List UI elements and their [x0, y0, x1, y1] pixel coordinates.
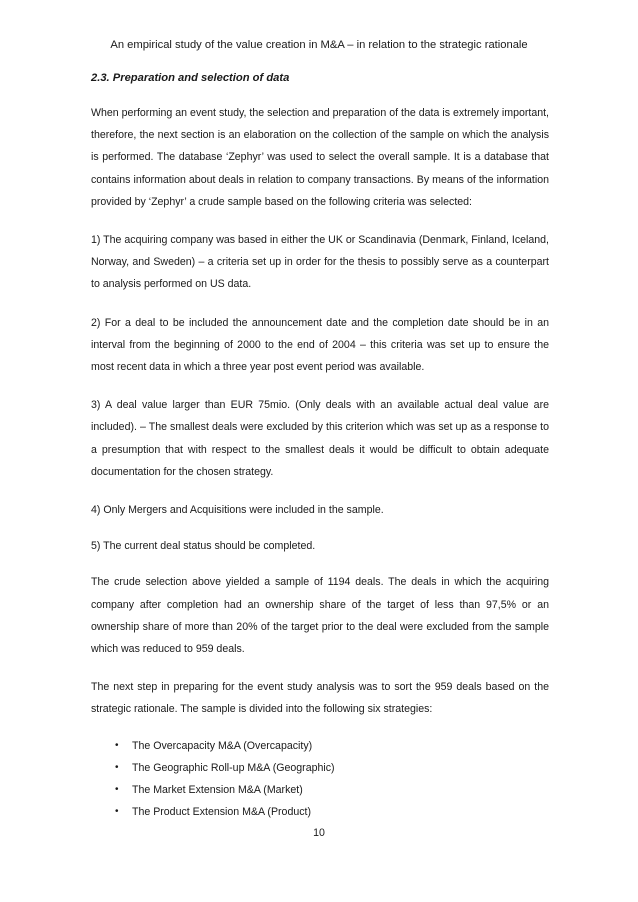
- paragraph-strategies-intro: The next step in preparing for the event study analysis was to sort the 959 deals based on the strategic rationale. The sample is divided into the following six strategies:: [91, 681, 549, 716]
- paragraph-criterion-1: 1) The acquiring company was based in either the UK or Scandinavia (Denmark, Finland, Iceland, Norway, and Sweden) – a criteria set up in order for the thesis to possibly serve as a counterpart to analysis performed on US data.: [91, 234, 549, 291]
- list-item: [91, 757, 549, 779]
- list-item-text: The Overcapacity M&A (Overcapacity): [132, 739, 313, 752]
- paragraph-criterion-4: 4) Only Mergers and Acquisitions were included in the sample.: [91, 504, 384, 517]
- paragraph-sample-result: The crude selection above yielded a sample of 1194 deals. The deals in which the acquiring company after completion had an ownership share of the target of less than 97,5% or an ownership share of more than 20% of the target prior to the deal were excluded from the sample which was reduced to 959 deals.: [91, 576, 549, 656]
- list-item-text: The Geographic Roll-up M&A (Geographic): [132, 761, 335, 774]
- page-content: [91, 70, 549, 823]
- running-header: An empirical study of the value creation in M&A – in relation to the strategic rationale: [110, 39, 528, 51]
- list-item-text: The Product Extension M&A (Product): [132, 806, 311, 819]
- paragraph-criterion-2: 2) For a deal to be included the announcement date and the completion date should be in an interval from the beginning of 2000 to the end of 2004 – this criteria was set up to ensure the most recent data in which a three year post event period was available.: [91, 316, 549, 374]
- bullet-icon: •: [115, 739, 119, 751]
- bullet-icon: •: [115, 761, 119, 773]
- paragraph-intro: When performing an event study, the selection and preparation of the data is extremely important, therefore, the next section is an elaboration on the collection of the sample on which the analysis is performed. The database ‘Zephyr’ was used to select the overall sample. It is a database that contains information about deals in relation to company transactions. By means of the information provided by ‘Zephyr’ a crude sample based on the following criteria was selected:: [91, 107, 549, 208]
- paragraph-criterion-3: 3) A deal value larger than EUR 75mio. (Only deals with an available actual deal value are included). – The smallest deals were excluded by this criterion which was set up as a response to a presumption that with respect to the smallest deals it would be difficult to obtain adequate documentation for the chosen strategy.: [91, 399, 549, 478]
- bullet-icon: •: [115, 806, 119, 818]
- list-item-text: The Market Extension M&A (Market): [132, 784, 303, 797]
- strategy-list: [91, 735, 549, 824]
- list-item: [91, 779, 549, 801]
- bullet-icon: •: [115, 784, 119, 796]
- list-item: [91, 801, 549, 823]
- section-heading: 2.3. Preparation and selection of data: [91, 72, 290, 84]
- list-item: [91, 735, 549, 757]
- page-number: 10: [313, 827, 325, 839]
- paragraph-criterion-5: 5) The current deal status should be completed.: [91, 540, 316, 553]
